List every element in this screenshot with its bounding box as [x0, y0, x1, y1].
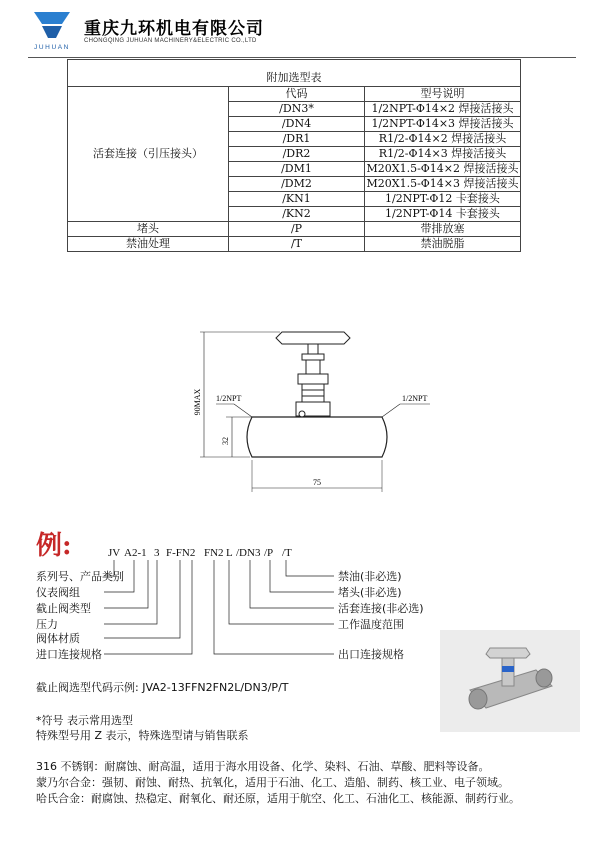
header-divider	[28, 57, 576, 58]
right-label: 工作温度范围	[338, 618, 404, 631]
cell-desc: 1/2NPT-Φ14×3 焊接活接头	[365, 117, 521, 132]
cell-desc: 1/2NPT-Φ14×2 焊接活接头	[365, 102, 521, 117]
table-row	[68, 87, 521, 102]
group-label: 活套连接（引压接头）	[68, 87, 229, 222]
note-special-option: 特殊型号用 Z 表示，特殊选型请与销售联系	[36, 729, 249, 742]
cell-code: /DR2	[229, 147, 365, 162]
option-table	[67, 59, 521, 252]
column-header-desc: 型号说明	[365, 87, 521, 102]
right-label: 出口连接规格	[338, 648, 404, 661]
column-header-code: 代码	[229, 87, 365, 102]
cell-desc: R1/2-Φ14×2 焊接活接头	[365, 132, 521, 147]
note-common-option: *符号 表示常用选型	[36, 714, 133, 727]
cell-desc: 1/2NPT-Φ12 卡套接头	[365, 192, 521, 207]
example-heading: 例:	[36, 531, 72, 561]
cell-code: /DN3*	[229, 102, 365, 117]
cell-code: /DM1	[229, 162, 365, 177]
company-name: 重庆九环机电有限公司	[84, 19, 264, 39]
code-part: /T	[282, 547, 292, 559]
material-note: 316 不锈钢：耐腐蚀、耐高温，适用于海水用设备、化学、染料、石油、草酸、肥料等设备。	[36, 760, 490, 773]
left-label: 压力	[36, 618, 58, 631]
table-title-row	[68, 60, 521, 87]
cell-desc: 1/2NPT-Φ14 卡套接头	[365, 207, 521, 222]
company-logo	[28, 8, 76, 52]
left-label: 进口连接规格	[36, 648, 102, 661]
code-part: FN2	[204, 547, 224, 559]
left-label: 系列号、产品类别	[36, 570, 124, 583]
company-name-en: CHONGQING JUHUAN MACHINERY&ELECTRIC CO.,LTD	[84, 38, 257, 44]
left-label: 截止阀类型	[36, 602, 91, 615]
code-part: F-FN2	[166, 547, 196, 559]
code-part: A2-1	[124, 547, 147, 559]
cell-code: /KN2	[229, 207, 365, 222]
valve-dimension-drawing	[190, 310, 450, 500]
cell-desc: M20X1.5-Φ14×3 焊接活接头	[366, 177, 519, 190]
right-port-label: 1/2NPT	[402, 394, 428, 403]
length-label: 75	[313, 478, 321, 487]
cell-code: /DN4	[229, 117, 365, 132]
overall-height-label: 90MAX	[193, 388, 202, 416]
product-photo	[440, 630, 580, 732]
body-height-label: 32	[221, 437, 230, 445]
left-port-label: 1/2NPT	[216, 394, 242, 403]
table-title: 附加选型表	[68, 60, 521, 87]
code-part: JV	[108, 547, 121, 559]
model-code-example	[30, 520, 470, 670]
cell-code: /T	[229, 237, 365, 252]
cell-code: /DR1	[229, 132, 365, 147]
left-label: 仪表阀组	[36, 586, 80, 599]
cell-desc: 带排放塞	[365, 222, 521, 237]
code-part: /DN3	[236, 547, 261, 559]
cell-code: /KN1	[229, 192, 365, 207]
logo-text: JUHUAN	[34, 44, 70, 51]
right-label: 堵头(非必选)	[338, 586, 402, 599]
cell-code: /DM2	[229, 177, 365, 192]
right-label: 禁油(非必选)	[338, 570, 402, 583]
left-label: 阀体材质	[36, 632, 80, 645]
cell-desc: M20X1.5-Φ14×2 焊接活接头	[366, 162, 519, 175]
cell-code: /P	[229, 222, 365, 237]
material-note: 蒙乃尔合金：强韧、耐蚀、耐热、抗氧化，适用于石油、化工、造船、制药、核工业、电子领域。	[36, 776, 509, 789]
cell-desc: R1/2-Φ14×3 焊接活接头	[365, 147, 521, 162]
code-part: 3	[154, 547, 160, 559]
cell-label: 禁油处理	[68, 237, 229, 252]
sample-model-code: 截止阀选型代码示例: JVA2-13FFN2FN2L/DN3/P/T	[36, 681, 289, 694]
cell-desc: 禁油脱脂	[365, 237, 521, 252]
table-row	[68, 222, 521, 237]
code-part: /P	[264, 547, 274, 559]
code-part: L	[226, 547, 233, 559]
cell-label: 堵头	[68, 222, 229, 237]
material-note: 哈氏合金：耐腐蚀、热稳定、耐氧化、耐还原，适用于航空、化工、石油化工、核能源、制药行业。	[36, 792, 520, 805]
table-row	[68, 237, 521, 252]
right-label: 活套连接(非必选)	[338, 602, 424, 615]
